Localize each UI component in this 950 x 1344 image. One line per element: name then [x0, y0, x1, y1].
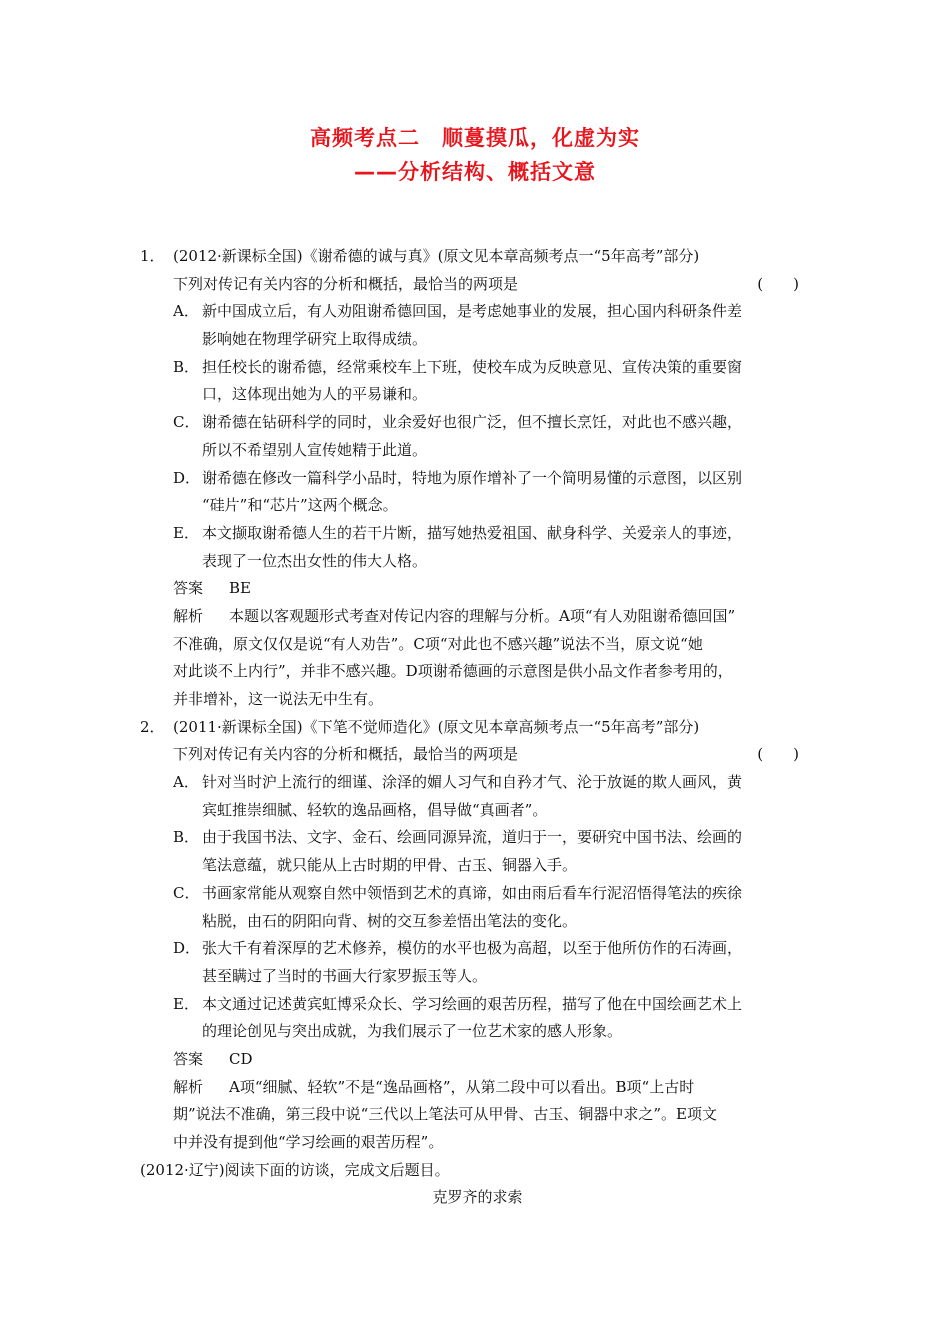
option-e: [140, 520, 815, 575]
question-source: (2011·新课标全国)《下笔不觉师造化》(原文见本章高频考点一“5年高考”部分): [173, 717, 700, 736]
explanation-text: 并非增补，这一说法无中生有。: [173, 690, 384, 708]
option-text: 口，这体现出她为人的平易谦和。: [202, 385, 428, 404]
explanation-text: 中并没有提到他“学习绘画的艰苦历程”。: [173, 1133, 444, 1151]
question-stem: [140, 741, 815, 769]
option-d: [140, 935, 815, 990]
option-letter: E．: [173, 523, 199, 542]
option-text: 粘脱，由石的阴阳向背、树的交互参差悟出笔法的变化。: [202, 911, 578, 930]
option-d: [140, 465, 815, 520]
option-text: 担任校长的谢希德，经常乘校车上下班，使校车成为反映意见、宣传决策的重要窗: [202, 357, 743, 376]
option-text: 书画家常能从观察自然中领悟到艺术的真谛，如由雨后看车行泥沼悟得笔法的疾徐: [202, 883, 743, 902]
answer-label: 答案: [173, 579, 204, 598]
explanation-label: 解析: [173, 606, 204, 625]
option-text: 谢希德在修改一篇科学小品时，特地为原作增补了一个简明易懂的示意图，以区别: [202, 468, 743, 487]
answer-line: [140, 575, 815, 603]
option-c: [140, 409, 815, 464]
answer-value: CD: [229, 1049, 253, 1068]
option-text: 宾虹推崇细腻、轻软的逸品画格，倡导做“真画者”。: [202, 800, 548, 819]
question-3-intro: (2012·辽宁)阅读下面的访谈，完成文后题目。: [140, 1160, 450, 1179]
option-text: 针对当时沪上流行的细谨、涂泽的媚人习气和自矜才气、沦于放诞的欺人画风，黄: [202, 773, 743, 792]
explanation-text: A项“细腻、轻软”不是“逸品画格”，从第二段中可以看出。B项“上古时: [229, 1077, 695, 1096]
option-text: 甚至瞒过了当时的书画大行家罗振玉等人。: [202, 966, 488, 985]
option-letter: A．: [173, 302, 199, 321]
option-e: [140, 991, 815, 1046]
question-2-header: [140, 714, 815, 742]
explanation-text: 期”说法不准确，第三段中说“三代以上笔法可从甲骨、古玉、铜器中求之”。E项文: [173, 1105, 717, 1124]
stem-text: 下列对传记有关内容的分析和概括，最恰当的两项是: [173, 274, 519, 293]
explanation-text: 本题以客观题形式考查对传记内容的理解与分析。A项“有人劝阻谢希德回国”: [229, 606, 736, 625]
option-letter: D．: [173, 468, 201, 487]
option-letter: D．: [173, 939, 201, 958]
option-text: 本文撷取谢希德人生的若干片断，描写她热爱祖国、献身科学、关爱亲人的事迹，: [202, 523, 743, 542]
option-c: [140, 880, 815, 935]
option-a: [140, 769, 815, 824]
question-number: 1．: [140, 247, 165, 265]
option-letter: C．: [173, 413, 200, 432]
answer-label: 答案: [173, 1049, 204, 1068]
option-text: 影响她在物理学研究上取得成绩。: [202, 330, 428, 349]
explanation-text: 对此谈不上内行”，并非不感兴趣。D项谢希德画的示意图是供小品文作者参考用的，: [173, 662, 733, 681]
option-text: 笔法意蕴，就只能从上古时期的甲骨、古玉、铜器入手。: [202, 856, 578, 875]
answer-line: [140, 1046, 815, 1074]
document-body: [140, 243, 815, 1212]
question-source: (2012·新课标全国)《谢希德的诚与真》(原文见本章高频考点一“5年高考”部分): [173, 247, 700, 265]
passage-title: 克罗齐的求索: [432, 1188, 523, 1207]
option-letter: B．: [173, 357, 200, 376]
question-1-header: [140, 243, 815, 271]
option-text: 本文通过记述黄宾虹博采众长、学习绘画的艰苦历程，描写了他在中国绘画艺术上: [202, 994, 743, 1013]
option-text: “硅片”和“芯片”这两个概念。: [202, 496, 398, 515]
option-b: [140, 824, 815, 879]
option-text: 谢希德在钻研科学的同时，业余爱好也很广泛，但不擅长烹饪，对此也不感兴趣，: [202, 413, 743, 432]
option-letter: A．: [173, 773, 199, 792]
option-text: 的理论创见与突出成就，为我们展示了一位艺术家的感人形象。: [202, 1022, 623, 1041]
explanation-line: [140, 603, 815, 631]
option-text: 所以不希望别人宣传她精于此道。: [202, 440, 428, 459]
option-letter: C．: [173, 883, 200, 902]
section-title: 高频考点二 顺蔓摸瓜，化虚为实: [310, 126, 640, 150]
answer-bracket: ( ): [757, 274, 799, 293]
option-text: 张大千有着深厚的艺术修养，模仿的水平也极为高超，以至于他所仿作的石涛画，: [202, 939, 743, 958]
option-text: 由于我国书法、文字、金石、绘画同源异流，道归于一，要研究中国书法、绘画的: [202, 828, 743, 847]
stem-text: 下列对传记有关内容的分析和概括，最恰当的两项是: [173, 745, 519, 764]
explanation-label: 解析: [173, 1077, 204, 1096]
question-number: 2．: [140, 717, 165, 736]
option-letter: E．: [173, 994, 199, 1013]
option-letter: B．: [173, 828, 200, 847]
answer-bracket: ( ): [757, 745, 799, 764]
option-text: 新中国成立后，有人劝阻谢希德回国，是考虑她事业的发展，担心国内科研条件差: [202, 302, 743, 321]
section-subtitle: ——分析结构、概括文意: [354, 160, 596, 184]
option-a: [140, 298, 815, 353]
option-text: 表现了一位杰出女性的伟大人格。: [202, 551, 428, 570]
option-b: [140, 354, 815, 409]
explanation-text: 不准确，原文仅仅是说“有人劝告”。C项“对此也不感兴趣”说法不当，原文说“她: [173, 634, 703, 653]
question-stem: [140, 271, 815, 299]
answer-value: BE: [229, 579, 251, 598]
explanation-line: [140, 1074, 815, 1102]
